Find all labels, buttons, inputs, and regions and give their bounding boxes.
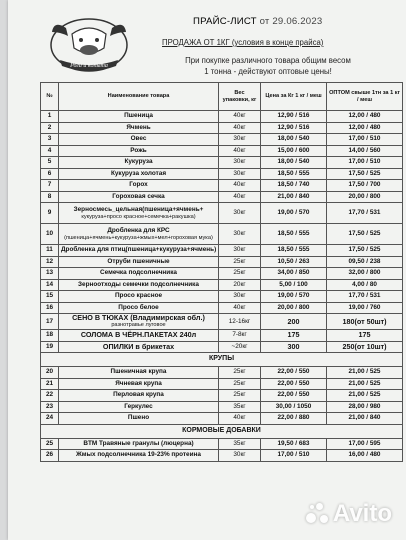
retail-price: 18,50 / 555 [261, 168, 327, 180]
package-weight: 25кг [219, 268, 261, 280]
wholesale-price: 21,00 / 840 [327, 413, 403, 425]
package-weight: 20кг [219, 279, 261, 291]
product-name: Овес [59, 134, 219, 146]
table-row [41, 168, 403, 180]
table-row [41, 390, 403, 402]
section-kormovye-title: КОРМОВЫЕ ДОБАВКИ [41, 424, 403, 438]
row-number: 24 [41, 413, 59, 425]
product-name-main: Дробленка для КРС [107, 226, 170, 234]
table-row [41, 180, 403, 192]
product-name: Горох [59, 180, 219, 192]
wholesale-price: 17,50 / 525 [327, 224, 403, 245]
wholesale-price: 17,00 / 510 [327, 157, 403, 169]
package-weight: 40кг [219, 180, 261, 192]
package-weight: 30кг [219, 224, 261, 245]
product-name: Семечка подсолнечника [59, 268, 219, 280]
table-row [41, 279, 403, 291]
col-weight-header: Вес упаковки, кг [219, 83, 261, 111]
package-weight: 25кг [219, 390, 261, 402]
svg-text:Рога и копыта: Рога и копыта [70, 63, 108, 69]
wholesale-price: 28,00 / 980 [327, 401, 403, 413]
retail-price: 18,00 / 540 [261, 134, 327, 146]
wholesale-price: 09,50 / 238 [327, 256, 403, 268]
row-number: 12 [41, 256, 59, 268]
wholesale-price: 17,00 / 595 [327, 438, 403, 450]
package-weight: 40кг [219, 302, 261, 314]
product-name-main: Зерносмесь_цельная(пшеница+ячмень+ [73, 205, 204, 213]
package-weight: 25кг [219, 378, 261, 390]
cow-head-logo [46, 14, 132, 76]
package-weight: 30кг [219, 203, 261, 224]
row-number: 25 [41, 438, 59, 450]
package-weight: 40кг [219, 122, 261, 134]
retail-price: 22,00 / 550 [261, 367, 327, 379]
wholesale-price: 4,00 / 80 [327, 279, 403, 291]
retail-price: 5,00 / 100 [261, 279, 327, 291]
wholesale-price: 21,00 / 525 [327, 378, 403, 390]
product-name: Пшеничная крупа [59, 367, 219, 379]
row-number: 4 [41, 145, 59, 157]
product-name-detail: разнотравье луговое [111, 321, 166, 328]
wholesale-price: 17,70 / 531 [327, 203, 403, 224]
col-price-header: Цена за Кг 1 кг / меш [261, 83, 327, 111]
wholesale-price: 17,50 / 525 [327, 245, 403, 257]
product-name: Дробленка для птиц(пшеница+кукуруза+ячмень) [59, 245, 219, 257]
product-name [59, 203, 219, 224]
retail-price: 19,00 / 570 [261, 203, 327, 224]
package-weight: 40кг [219, 111, 261, 123]
retail-price: 22,00 / 880 [261, 413, 327, 425]
product-name: ОПИЛКИ в брикетах [59, 341, 219, 353]
col-num-header: № [41, 83, 59, 111]
table-row [41, 367, 403, 379]
table-row [41, 191, 403, 203]
row-number: 17 [41, 314, 59, 330]
avito-text: Avito [332, 500, 392, 527]
retail-price: 10,50 / 263 [261, 256, 327, 268]
row-number: 5 [41, 157, 59, 169]
retail-price: 17,00 / 510 [261, 450, 327, 462]
retail-price: 18,50 / 740 [261, 180, 327, 192]
col-wholesale-header: ОПТОМ свыше 1тн за 1 кг / меш [327, 83, 403, 111]
product-name: Перловая крупа [59, 390, 219, 402]
product-name: Зерноотходы семечки подсолнечника [59, 279, 219, 291]
table-row [41, 378, 403, 390]
wholesale-price: 12,00 / 480 [327, 122, 403, 134]
wholesale-price: 250(от 10шт) [327, 341, 403, 353]
row-number: 20 [41, 367, 59, 379]
table-body [41, 111, 403, 462]
row-number: 26 [41, 450, 59, 462]
product-name: Отруби пшеничные [59, 256, 219, 268]
note-line-1: При покупке различного товара общим весом [185, 56, 351, 65]
row-number: 2 [41, 122, 59, 134]
note-line-2: 1 тонна - действуют оптовые цены! [204, 66, 332, 76]
product-name-detail: (пшеница+ячмень+кукуруза+жмых+мел+гороховая мука) [64, 234, 213, 241]
table-row [41, 245, 403, 257]
product-name [59, 224, 219, 245]
table-row [41, 122, 403, 134]
section-krupy [41, 353, 403, 367]
package-weight: 35кг [219, 401, 261, 413]
table-row [41, 111, 403, 123]
product-name: Кукуруза холотая [59, 168, 219, 180]
table-header-row [41, 83, 403, 111]
product-name: Ячневая крупа [59, 378, 219, 390]
retail-price: 19,50 / 683 [261, 438, 327, 450]
retail-price: 19,00 / 570 [261, 291, 327, 303]
product-name: Пшено [59, 413, 219, 425]
wholesale-price: 17,50 / 525 [327, 168, 403, 180]
package-weight: 40кг [219, 145, 261, 157]
row-number: 14 [41, 279, 59, 291]
package-weight: 30кг [219, 134, 261, 146]
table-row [41, 145, 403, 157]
table-row [41, 157, 403, 169]
title-text: ПРАЙС-ЛИСТ [193, 16, 257, 27]
price-list-sheet [8, 0, 406, 540]
package-weight: 30кг [219, 450, 261, 462]
row-number: 16 [41, 302, 59, 314]
row-number: 7 [41, 180, 59, 192]
retail-price: 30,00 / 1050 [261, 401, 327, 413]
avito-dots-icon [304, 501, 330, 527]
package-weight: 25кг [219, 256, 261, 268]
product-name: BTM Травяные гранулы (люцерна) [59, 438, 219, 450]
product-name: Жмых подсолнечника 19-23% протеина [59, 450, 219, 462]
table-row [41, 134, 403, 146]
col-name-header: Наименование товара [59, 83, 219, 111]
wholesale-note [158, 56, 378, 77]
wholesale-price: 17,50 / 700 [327, 180, 403, 192]
product-name: Просо белое [59, 302, 219, 314]
package-weight: 12-16кг [219, 314, 261, 330]
row-number: 9 [41, 203, 59, 224]
retail-price: 18,00 / 540 [261, 157, 327, 169]
table-row [41, 256, 403, 268]
product-name: Ячмень [59, 122, 219, 134]
retail-price: 34,00 / 850 [261, 268, 327, 280]
table-row [41, 450, 403, 462]
wholesale-price: 17,70 / 531 [327, 291, 403, 303]
retail-price: 175 [261, 330, 327, 342]
wholesale-price: 180(от 50шт) [327, 314, 403, 330]
table-row [41, 330, 403, 342]
package-weight: 30кг [219, 168, 261, 180]
retail-price: 22,00 / 550 [261, 378, 327, 390]
retail-price: 22,00 / 550 [261, 390, 327, 402]
row-number: 6 [41, 168, 59, 180]
wholesale-price: 17,00 / 510 [327, 134, 403, 146]
table-row [41, 413, 403, 425]
retail-price: 15,00 / 600 [261, 145, 327, 157]
product-name: СОЛОМА В ЧЁРН.ПАКЕТАХ 240л [59, 330, 219, 342]
table-row [41, 268, 403, 280]
retail-price: 12,90 / 516 [261, 122, 327, 134]
price-list-title [193, 16, 322, 27]
row-number: 22 [41, 390, 59, 402]
product-name: Рожь [59, 145, 219, 157]
wholesale-price: 16,00 / 480 [327, 450, 403, 462]
wholesale-price: 19,00 / 760 [327, 302, 403, 314]
row-number: 15 [41, 291, 59, 303]
product-name: Гороховая сечка [59, 191, 219, 203]
retail-price: 18,50 / 555 [261, 245, 327, 257]
table-row [41, 401, 403, 413]
table-row [41, 203, 403, 224]
retail-price: 20,00 / 800 [261, 302, 327, 314]
package-weight: ~20кг [219, 341, 261, 353]
package-weight: 30кг [219, 245, 261, 257]
package-weight: 7-8кг [219, 330, 261, 342]
wholesale-price: 175 [327, 330, 403, 342]
table-row [41, 314, 403, 330]
retail-price: 200 [261, 314, 327, 330]
wholesale-price: 21,00 / 525 [327, 367, 403, 379]
table-row [41, 341, 403, 353]
product-name-main: СЕНО В ТЮКАХ (Владимирская обл.) [72, 313, 205, 323]
wholesale-price: 21,00 / 525 [327, 390, 403, 402]
section-krupy-title: КРУПЫ [41, 353, 403, 367]
package-weight: 25кг [219, 367, 261, 379]
row-number: 10 [41, 224, 59, 245]
wholesale-price: 32,00 / 800 [327, 268, 403, 280]
package-weight: 40кг [219, 413, 261, 425]
sale-conditions: ПРОДАЖА ОТ 1КГ (условия в конце прайса) [162, 38, 324, 47]
package-weight: 35кг [219, 438, 261, 450]
row-number: 18 [41, 330, 59, 342]
price-table [40, 82, 403, 462]
row-number: 13 [41, 268, 59, 280]
product-name [59, 314, 219, 330]
table-row [41, 302, 403, 314]
row-number: 3 [41, 134, 59, 146]
section-kormovye [41, 424, 403, 438]
table-row [41, 291, 403, 303]
package-weight: 30кг [219, 157, 261, 169]
retail-price: 18,50 / 555 [261, 224, 327, 245]
row-number: 11 [41, 245, 59, 257]
product-name: Пшеница [59, 111, 219, 123]
avito-watermark [304, 500, 392, 528]
wholesale-price: 12,00 / 480 [327, 111, 403, 123]
row-number: 23 [41, 401, 59, 413]
package-weight: 30кг [219, 291, 261, 303]
product-name: Кукуруза [59, 157, 219, 169]
product-name: Просо красное [59, 291, 219, 303]
retail-price: 300 [261, 341, 327, 353]
wholesale-price: 20,00 / 800 [327, 191, 403, 203]
table-row [41, 224, 403, 245]
row-number: 21 [41, 378, 59, 390]
title-date: от 29.06.2023 [259, 16, 323, 27]
row-number: 8 [41, 191, 59, 203]
package-weight: 40кг [219, 191, 261, 203]
retail-price: 21,00 / 840 [261, 191, 327, 203]
table-row [41, 438, 403, 450]
product-name: Геркулес [59, 401, 219, 413]
row-number: 19 [41, 341, 59, 353]
wholesale-price: 14,00 / 560 [327, 145, 403, 157]
product-name-detail: кукуруза+просо красное+семечка+ракушка) [81, 213, 196, 220]
row-number: 1 [41, 111, 59, 123]
retail-price: 12,90 / 516 [261, 111, 327, 123]
